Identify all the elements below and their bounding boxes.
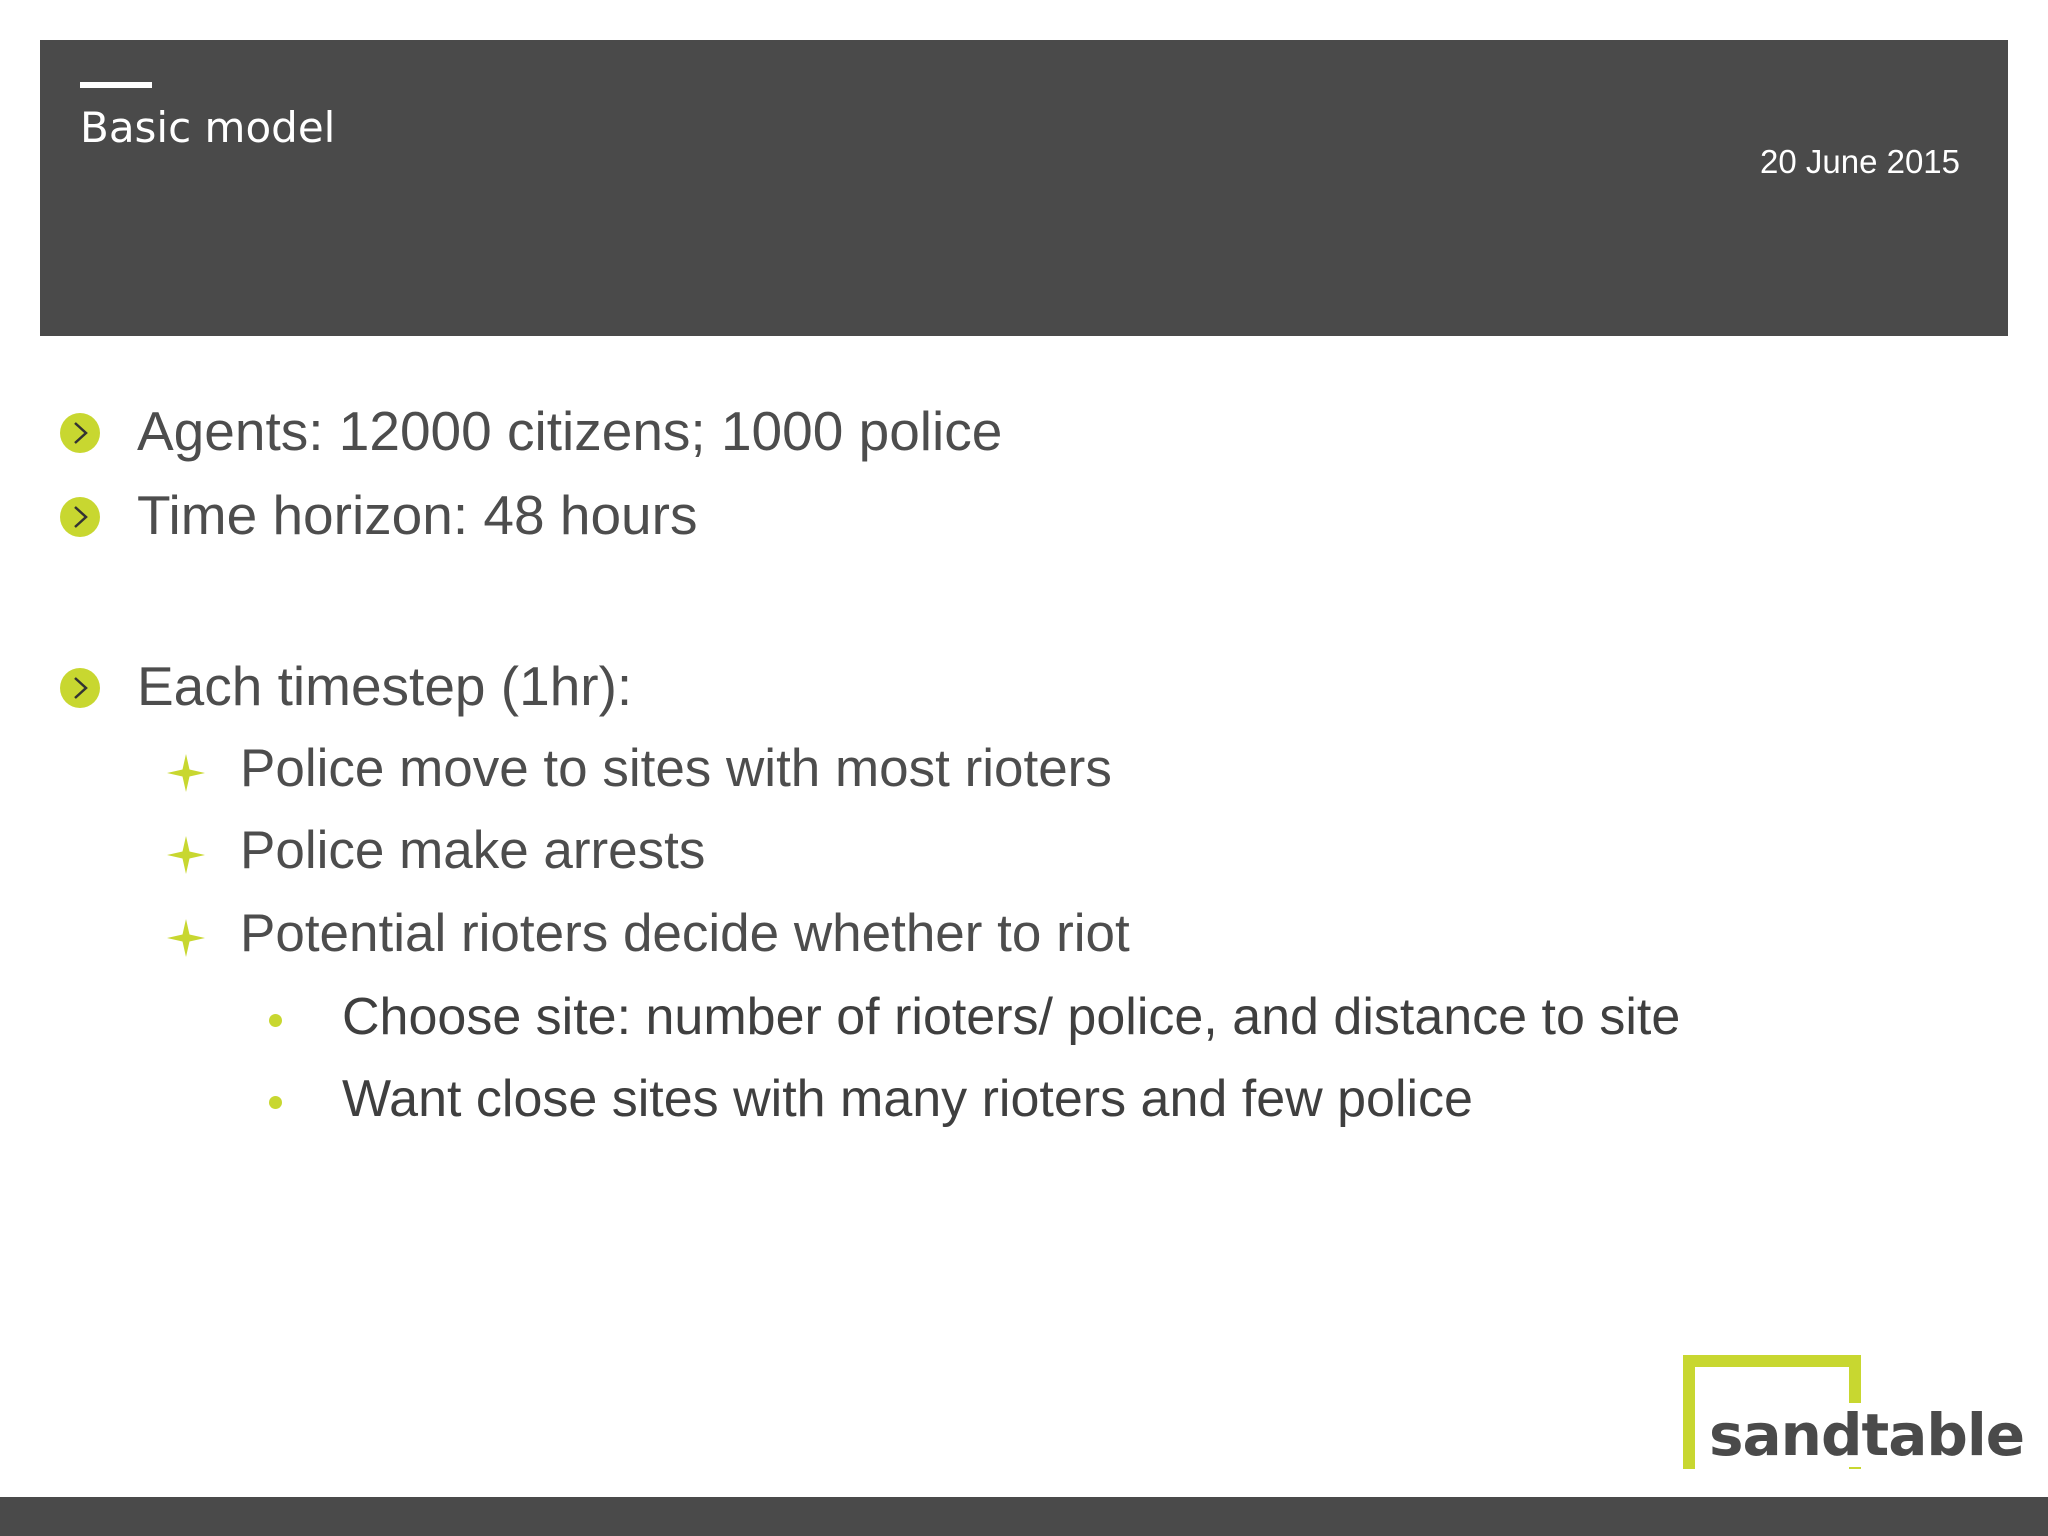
sub-bullet-item [240,819,705,883]
slide-date: 20 June 2015 [1759,143,1960,180]
four-point-star-icon [166,835,206,875]
sandtable-logo [1683,1355,2025,1475]
sub-sub-bullet-item [342,986,1680,1048]
bullet-text: Each timestep (1hr): [137,655,633,717]
sub-bullet-item [240,737,1112,801]
header-band [40,40,2008,336]
sub-bullet-item [240,902,1130,966]
four-point-star-icon [166,918,206,958]
sub-sub-bullet-text: Want close sites with many rioters and few police [342,1070,1473,1128]
title-rule [80,82,152,88]
dot-icon [269,1014,282,1027]
sub-sub-bullet-text: Choose site: number of rioters/ police, and distance to site [342,988,1681,1046]
bullet-text: Agents: 12000 citizens; 1000 police [137,400,1003,462]
bullet-item [137,398,1002,464]
slide-title: Basic model [80,103,336,152]
sub-bullet-text: Police move to sites with most rioters [240,739,1112,798]
bullet-text: Time horizon: 48 hours [137,484,698,546]
sub-sub-bullet-item [342,1068,1473,1130]
footer-bar [0,1497,2048,1536]
chevron-circle-icon [60,497,100,537]
logo-text: sandtable [1705,1403,2028,1467]
bullet-item [137,653,632,719]
sub-bullet-text: Police make arrests [240,821,706,880]
dot-icon [269,1096,282,1109]
sub-bullet-text: Potential rioters decide whether to riot [240,904,1130,963]
bullet-item [137,482,697,548]
chevron-circle-icon [60,668,100,708]
chevron-circle-icon [60,413,100,453]
four-point-star-icon [166,753,206,793]
